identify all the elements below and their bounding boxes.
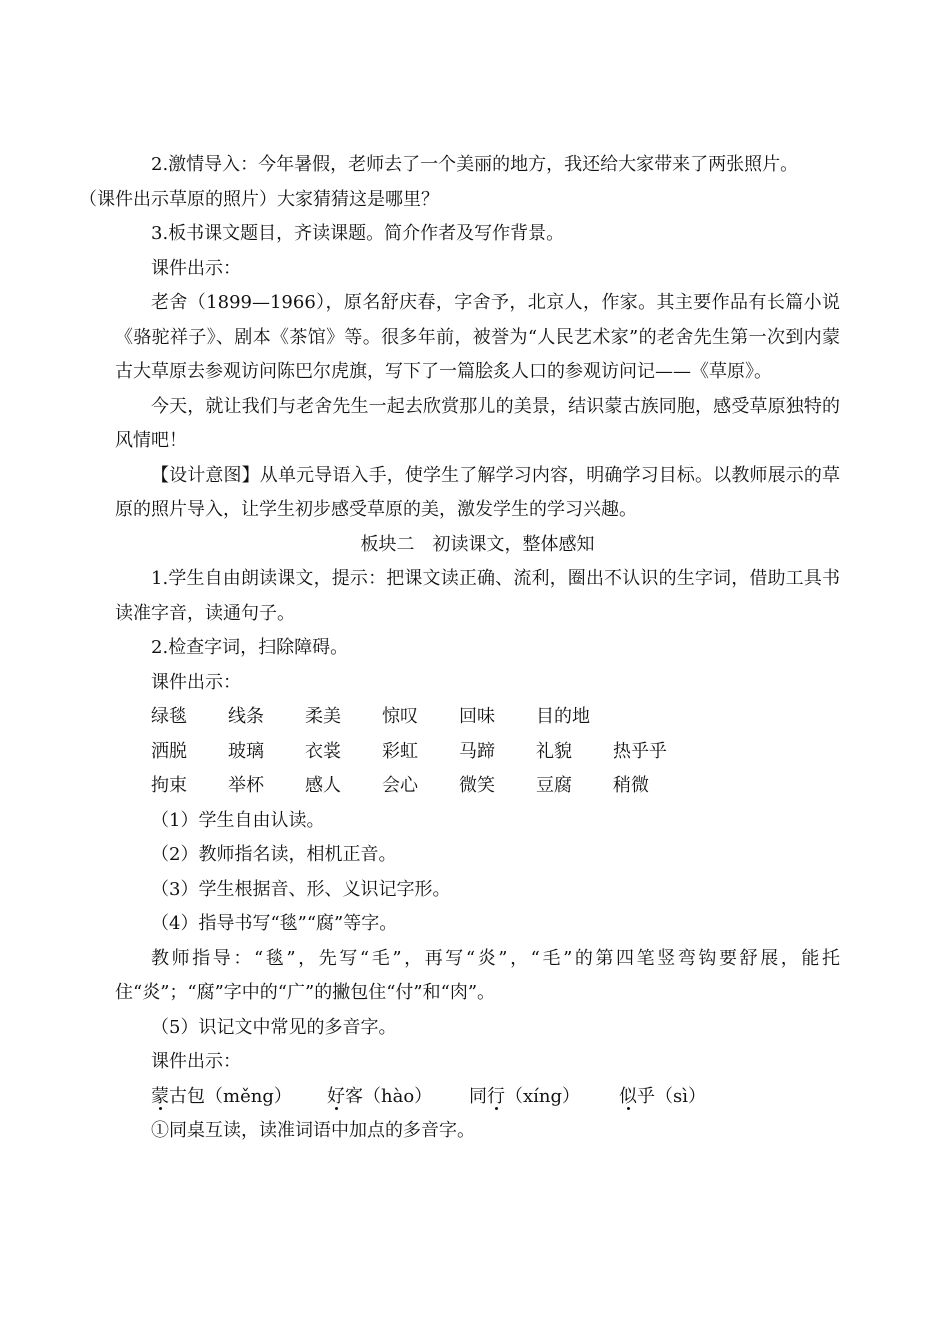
vocab-row bbox=[115, 769, 840, 804]
intro-line-1: 2.激情导入：今年暑假，老师去了一个美丽的地方，我还给大家带来了两张照片。 bbox=[151, 154, 799, 175]
vocab-word: 礼貌 bbox=[536, 740, 572, 762]
polyphone-text: 古包（měng） bbox=[169, 1085, 292, 1107]
vocab-word: 目的地 bbox=[536, 706, 590, 727]
dotted-character: 蒙 bbox=[151, 1085, 169, 1107]
polyphone-text: 同 bbox=[469, 1085, 487, 1107]
vocab-row bbox=[115, 735, 840, 770]
check-words-paragraph: 2.检查字词，扫除障碍。 bbox=[151, 637, 349, 658]
vocab-word: 马蹄 bbox=[459, 740, 495, 762]
polyphone-text: 乎（sì） bbox=[637, 1085, 706, 1107]
vocab-word: 洒脱 bbox=[151, 740, 187, 762]
writing-guidance-paragraph: 教师指导：“毯”，先写“毛”，再写“炎”，“毛”的第四笔竖弯钩要舒展，能托住“炎”；“腐”字中的“广”的撇包住“付”和“肉”。 bbox=[115, 947, 840, 1003]
polyphone-text: 客（hào） bbox=[345, 1085, 433, 1107]
vocab-word: 感人 bbox=[305, 775, 341, 796]
vocab-word: 绿毯 bbox=[151, 706, 187, 727]
board-title-paragraph: 3.板书课文题目，齐读课题。简介作者及写作背景。 bbox=[151, 223, 565, 244]
vocab-word: 回味 bbox=[459, 706, 495, 727]
peer-reading-paragraph: ①同桌互读，读准词语中加点的多音字。 bbox=[151, 1120, 475, 1141]
step-2: （2）教师指名读，相机正音。 bbox=[151, 844, 397, 865]
dotted-character: 似 bbox=[619, 1085, 637, 1107]
vocab-word: 会心 bbox=[382, 775, 418, 796]
today-paragraph: 今天，就让我们与老舍先生一起去欣赏那儿的美景，结识蒙古族同胞，感受草原独特的风情吧！ bbox=[115, 395, 840, 451]
vocab-word: 豆腐 bbox=[536, 775, 572, 796]
vocab-word: 稍微 bbox=[613, 775, 649, 796]
vocab-word: 柔美 bbox=[305, 706, 341, 727]
polyphone-item bbox=[151, 1080, 327, 1115]
polyphone-list bbox=[115, 1080, 840, 1115]
courseware-label-2: 课件出示： bbox=[151, 671, 241, 693]
author-intro-paragraph: 老舍（1899—1966），原名舒庆春，字舍予，北京人，作家。其主要作品有长篇小说《骆驼祥子》、剧本《茶馆》等。很多年前，被誉为“人民艺术家”的老舍先生第一次到内蒙古大草原去参观访问陈巴尔虎旗，写下了一篇脍炙人口的参观访问记——《草原》。 bbox=[115, 292, 840, 382]
dotted-character: 好 bbox=[327, 1085, 345, 1107]
document-page bbox=[79, 148, 840, 1149]
vocab-word: 惊叹 bbox=[382, 706, 418, 727]
vocab-row bbox=[115, 700, 840, 735]
design-intent-paragraph: 【设计意图】从单元导语入手，使学生了解学习内容，明确学习目标。以教师展示的草原的照片导入，让学生初步感受草原的美，激发学生的学习兴趣。 bbox=[115, 464, 840, 520]
step-4: （4）指导书写“毯”“腐”等字。 bbox=[151, 913, 398, 934]
vocab-word: 衣裳 bbox=[305, 740, 341, 762]
vocab-word: 彩虹 bbox=[382, 740, 418, 762]
free-reading-paragraph: 1.学生自由朗读课文，提示：把课文读正确、流利，圈出不认识的生字词，借助工具书读准字音，读通句子。 bbox=[115, 568, 840, 624]
step-5: （5）识记文中常见的多音字。 bbox=[151, 1016, 397, 1038]
vocab-word: 微笑 bbox=[459, 775, 495, 796]
courseware-label-3: 课件出示： bbox=[151, 1051, 241, 1072]
dotted-character: 行 bbox=[487, 1085, 505, 1107]
vocab-word: 拘束 bbox=[151, 775, 187, 796]
polyphone-item bbox=[327, 1080, 469, 1115]
vocab-word: 热乎乎 bbox=[613, 740, 667, 762]
step-3: （3）学生根据音、形、义识记字形。 bbox=[151, 878, 451, 900]
polyphone-text: （xíng） bbox=[505, 1085, 581, 1107]
vocab-word: 线条 bbox=[228, 706, 264, 727]
polyphone-item bbox=[469, 1080, 619, 1115]
intro-line-2: （课件出示草原的照片）大家猜猜这是哪里？ bbox=[79, 188, 439, 210]
step-1: （1）学生自由认读。 bbox=[151, 809, 325, 831]
vocab-word: 玻璃 bbox=[228, 740, 264, 762]
courseware-label-1: 课件出示： bbox=[151, 257, 241, 279]
vocab-word: 举杯 bbox=[228, 775, 264, 796]
polyphone-item bbox=[619, 1080, 749, 1115]
vocabulary-list bbox=[115, 700, 840, 804]
intro-paragraph bbox=[79, 148, 840, 217]
section-title: 板块二 初读课文，整体感知 bbox=[360, 533, 595, 555]
